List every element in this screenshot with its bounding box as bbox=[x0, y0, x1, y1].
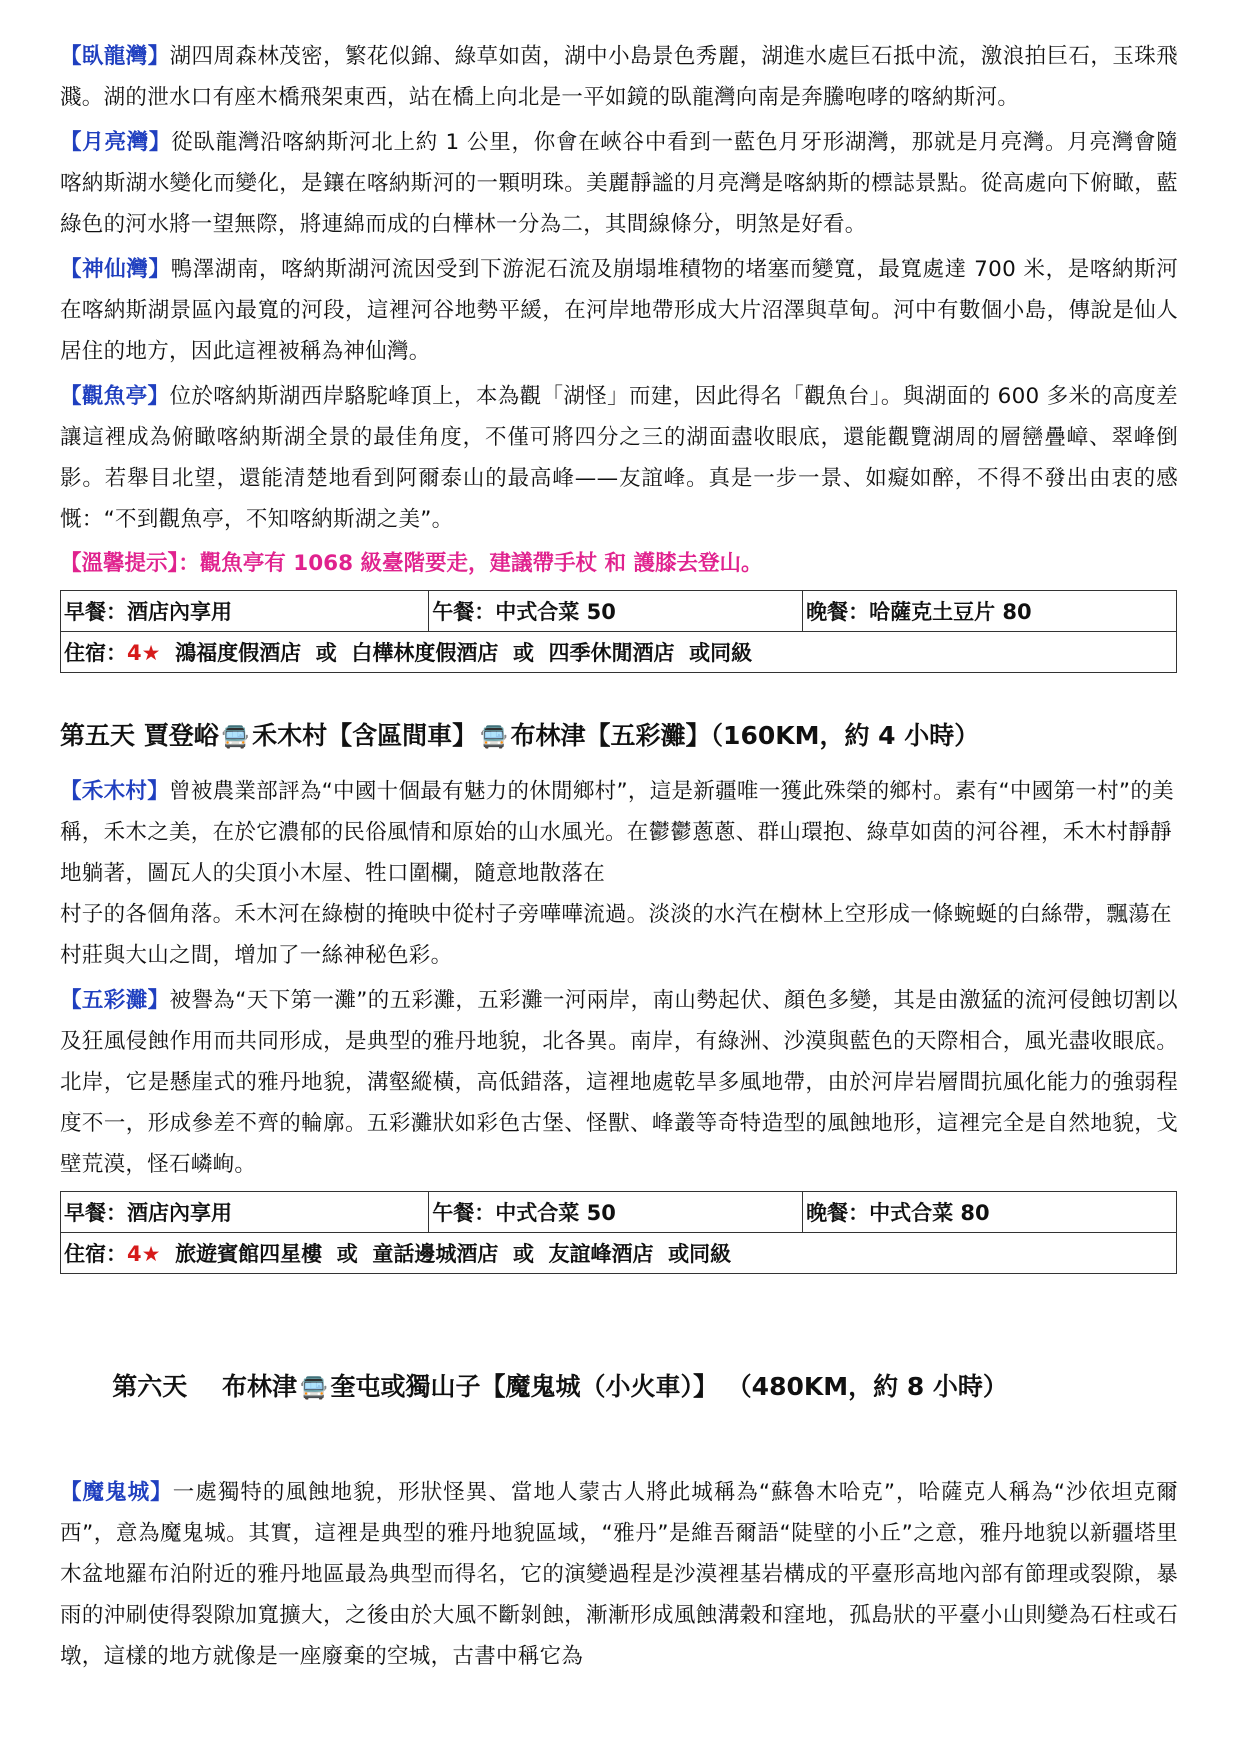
dinner-cell: 晚餐：中式合菜 80 bbox=[803, 1192, 1177, 1233]
day5-heading bbox=[60, 711, 1178, 763]
lodging-cell bbox=[61, 632, 1177, 673]
meals-row bbox=[61, 1192, 1177, 1233]
paragraph-hemu bbox=[60, 771, 1178, 976]
day5-heading-part2: 禾木村【含區間車】 bbox=[252, 721, 478, 750]
day6-heading bbox=[60, 1312, 1178, 1464]
paragraph-text: 曾被農業部評為“中國十個最有魅力的休閒鄉村”，這是新疆唯一獲此殊榮的鄉村。素有“中國第一村”的美稱，禾木之美，在於它濃郁的民俗風情和原始的山水風光。在鬱鬱蔥蔥、群山環抱、綠草如茵的河谷裡，禾木村靜靜地躺著，圖瓦人的尖頂小木屋、牲口圍欄，隨意地散落在 bbox=[60, 779, 1174, 886]
meals-table-day5 bbox=[60, 1191, 1177, 1274]
hotel-star-rating: 4★ bbox=[127, 641, 161, 665]
hotel-star-rating: 4★ bbox=[127, 1242, 161, 1266]
paragraph-moon bbox=[60, 122, 1178, 245]
bus-icon: 🚍 bbox=[300, 1376, 328, 1401]
paragraph-text: 鴨澤湖南，喀納斯湖河流因受到下游泥石流及崩塌堆積物的堵塞而變寬，最寬處達 700 米，是喀納斯河在喀納斯湖景區內最寬的河段，這裡河谷地勢平緩，在河岸地帶形成大片沼澤與草甸。河中有數個小島，傳說是仙人居住的地方，因此這裡被稱為神仙灣。 bbox=[60, 257, 1178, 364]
section-tag-wolong: 【臥龍灣】 bbox=[60, 44, 170, 69]
day5-heading-part3: 布林津【五彩灘】（160KM，約 4 小時） bbox=[510, 721, 980, 750]
lodging-hotels: 旅遊賓館四星樓 或 童話邊城酒店 或 友誼峰酒店 或同級 bbox=[160, 1242, 732, 1266]
dinner-cell: 晚餐：哈薩克土豆片 80 bbox=[803, 591, 1177, 632]
paragraph-text: 位於喀納斯湖西岸駱駝峰頂上，本為觀「湖怪」而建，因此得名「觀魚台」。與湖面的 600 多米的高度差讓這裡成為俯瞰喀納斯湖全景的最佳角度，不僅可將四分之三的湖面盡收眼底，還能觀覽湖周的層巒疊嶂、翠峰倒影。若舉目北望，還能清楚地看到阿爾泰山的最高峰——友誼峰。真是一步一景、如癡如醉，不得不發出由衷的感慨：“不到觀魚亭，不知喀納斯湖之美”。 bbox=[60, 384, 1178, 532]
breakfast-cell: 早餐：酒店內享用 bbox=[61, 1192, 429, 1233]
section-tag-shenxian: 【神仙灣】 bbox=[60, 257, 171, 282]
warm-tip: 【溫馨提示】：觀魚亭有 1068 級臺階要走，建議帶手杖 和 護膝去登山。 bbox=[60, 551, 763, 576]
paragraph-text: 一處獨特的風蝕地貌，形狀怪異、當地人蒙古人將此城稱為“蘇魯木哈克”，哈薩克人稱為“沙依坦克爾西”，意為魔鬼城。其實，這裡是典型的雅丹地貌區域，“雅丹”是維吾爾語“陡壁的小丘”之意，雅丹地貌以新疆塔里木盆地羅布泊附近的雅丹地區最為典型而得名，它的演變過程是沙漠裡基岩構成的平臺形高地內部有節理或裂隙，暴雨的沖刷使得裂隙加寬擴大，之後由於大風不斷剝蝕，漸漸形成風蝕溝穀和窪地，孤島狀的平臺小山則變為石柱或石墩，這樣的地方就像是一座廢棄的空城，古書中稱它為 bbox=[60, 1480, 1178, 1669]
paragraph-wucai bbox=[60, 980, 1178, 1185]
day6-heading-part2: 奎屯或獨山子【魔鬼城（小火車）】 （480KM，約 8 小時） bbox=[330, 1372, 1008, 1401]
paragraph-mogui bbox=[60, 1472, 1178, 1677]
paragraph-text: 被譽為“天下第一灘”的五彩灘，五彩灘一河兩岸，南山勢起伏、顏色多變，其是由激猛的流河侵蝕切割以及狂風侵蝕作用而共同形成，是典型的雅丹地貌，北各異。南岸，有綠洲、沙漠與藍色的天際相合，風光盡收眼底。北岸，它是懸崖式的雅丹地貌，溝壑縱橫，高低錯落，這裡地處乾旱多風地帶，由於河岸岩層間抗風化能力的強弱程度不一，形成參差不齊的輪廓。五彩灘狀如彩色古堡、怪獸、峰叢等奇特造型的風蝕地形，這裡完全是自然地貌，戈壁荒漠，怪石嶙峋。 bbox=[60, 988, 1178, 1177]
paragraph-guanyu bbox=[60, 376, 1178, 540]
section-tag-wucai: 【五彩灘】 bbox=[60, 988, 170, 1013]
day5-heading-part1: 第五天 賈登峪 bbox=[60, 721, 219, 750]
lunch-cell: 午餐：中式合菜 50 bbox=[429, 591, 803, 632]
meals-table-day4 bbox=[60, 590, 1177, 673]
section-tag-guanyu: 【觀魚亭】 bbox=[60, 384, 170, 409]
meals-row bbox=[61, 591, 1177, 632]
lodging-hotels: 鴻福度假酒店 或 白樺林度假酒店 或 四季休閒酒店 或同級 bbox=[160, 641, 753, 665]
lodging-label: 住宿： bbox=[64, 1242, 127, 1266]
paragraph-text: 從臥龍灣沿喀納斯河北上約 1 公里，你會在峽谷中看到一藍色月牙形湖灣，那就是月亮灣。月亮灣會隨喀納斯湖水變化而變化，是鑲在喀納斯河的一顆明珠。美麗靜謐的月亮灣是喀納斯的標誌景點。從高處向下俯瞰，藍綠色的河水將一望無際，將連綿而成的白樺林一分為二，其間線條分，明煞是好看。 bbox=[60, 130, 1178, 237]
lodging-row bbox=[61, 632, 1177, 673]
paragraph-wolong bbox=[60, 36, 1178, 118]
lodging-label: 住宿： bbox=[64, 641, 127, 665]
section-tag-mogui: 【魔鬼城】 bbox=[60, 1480, 173, 1505]
bus-icon: 🚍 bbox=[480, 725, 508, 750]
lodging-row bbox=[61, 1233, 1177, 1274]
paragraph-text: 村子的各個角落。禾木河在綠樹的掩映中從村子旁嘩嘩流過。淡淡的水汽在樹林上空形成一條蜿蜒的白絲帶，飄蕩在村莊與大山之間，增加了一絲神秘色彩。 bbox=[60, 902, 1172, 968]
page-content bbox=[60, 36, 1178, 1681]
day6-heading-part1: 第六天 布林津 bbox=[112, 1372, 298, 1401]
section-tag-hemu: 【禾木村】 bbox=[60, 779, 170, 804]
lodging-cell bbox=[61, 1233, 1177, 1274]
lunch-cell: 午餐：中式合菜 50 bbox=[429, 1192, 803, 1233]
breakfast-cell: 早餐：酒店內享用 bbox=[61, 591, 429, 632]
bus-icon: 🚍 bbox=[221, 725, 250, 750]
section-tag-moon: 【月亮灣】 bbox=[60, 130, 172, 155]
paragraph-text: 湖四周森林茂密，繁花似錦、綠草如茵，湖中小島景色秀麗，湖進水處巨石抵中流，激浪拍巨石，玉珠飛濺。湖的泄水口有座木橋飛架東西，站在橋上向北是一平如鏡的臥龍灣向南是奔騰咆哮的喀納斯河。 bbox=[60, 44, 1178, 110]
paragraph-shenxian bbox=[60, 249, 1178, 372]
